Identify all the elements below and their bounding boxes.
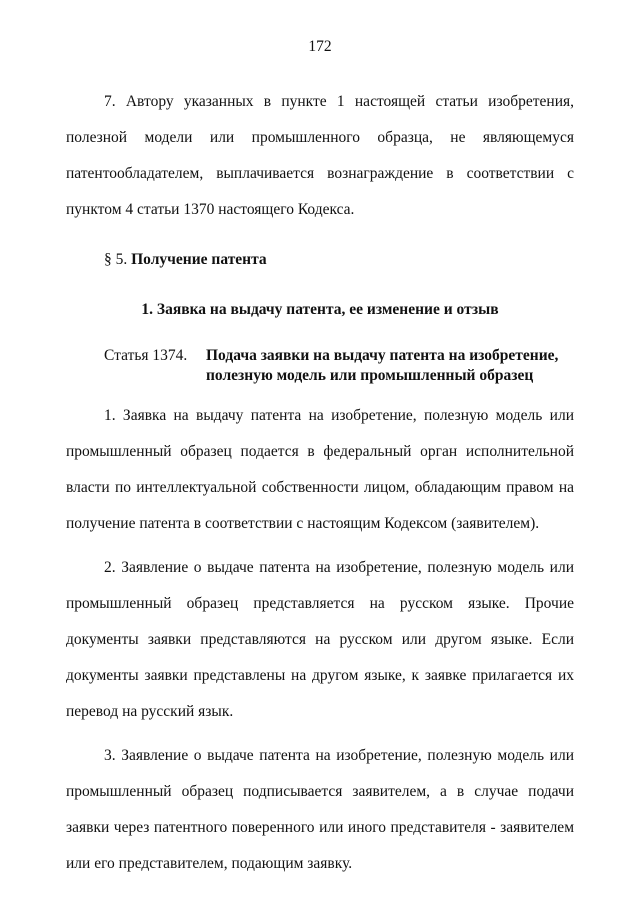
article-title-line1: Подача заявки на выдачу патента на изобретение, xyxy=(206,347,559,364)
article-title-line2: полезную модель или промышленный образец xyxy=(206,367,534,384)
page-number: 172 xyxy=(308,38,332,55)
article-title xyxy=(206,346,566,386)
section-heading xyxy=(66,248,574,272)
subsection-heading: 1. Заявка на выдачу патента, ее изменение и отзыв xyxy=(141,301,499,318)
paragraph-3: 3. Заявление о выдаче патента на изобретение, полезную модель или промышленный образец подписывается заявителем, а в случае подачи заявки через патентного поверенного или иного представителя - заявителем или его представителем, подающим заявку. xyxy=(66,747,574,872)
section-title: Получение патента xyxy=(131,251,267,268)
paragraph-1: 1. Заявка на выдачу патента на изобретение, полезную модель или промышленный образец подается в федеральный орган исполнительной власти по интеллектуальной собственности лицом, обладающим правом на получение патента в соответствии с настоящим Кодексом (заявителем). xyxy=(66,407,574,532)
article-number: Статья 1374. xyxy=(104,347,188,364)
paragraph-7: 7. Автору указанных в пункте 1 настоящей статьи изобретения, полезной модели или промышленного образца, не являющемуся патентообладателем, выплачивается вознаграждение в соответствии с пунктом 4 статьи 1370 настоящего Кодекса. xyxy=(66,93,574,218)
article-heading xyxy=(66,346,574,386)
page-content xyxy=(66,84,574,882)
paragraph-2: 2. Заявление о выдаче патента на изобретение, полезную модель или промышленный образец представляется на русском языке. Прочие документы заявки представляются на русском или другом языке. Если документы заявки представлены на другом языке, к заявке прилагается их перевод на русский язык. xyxy=(66,559,574,720)
section-prefix: § 5. xyxy=(104,251,128,268)
